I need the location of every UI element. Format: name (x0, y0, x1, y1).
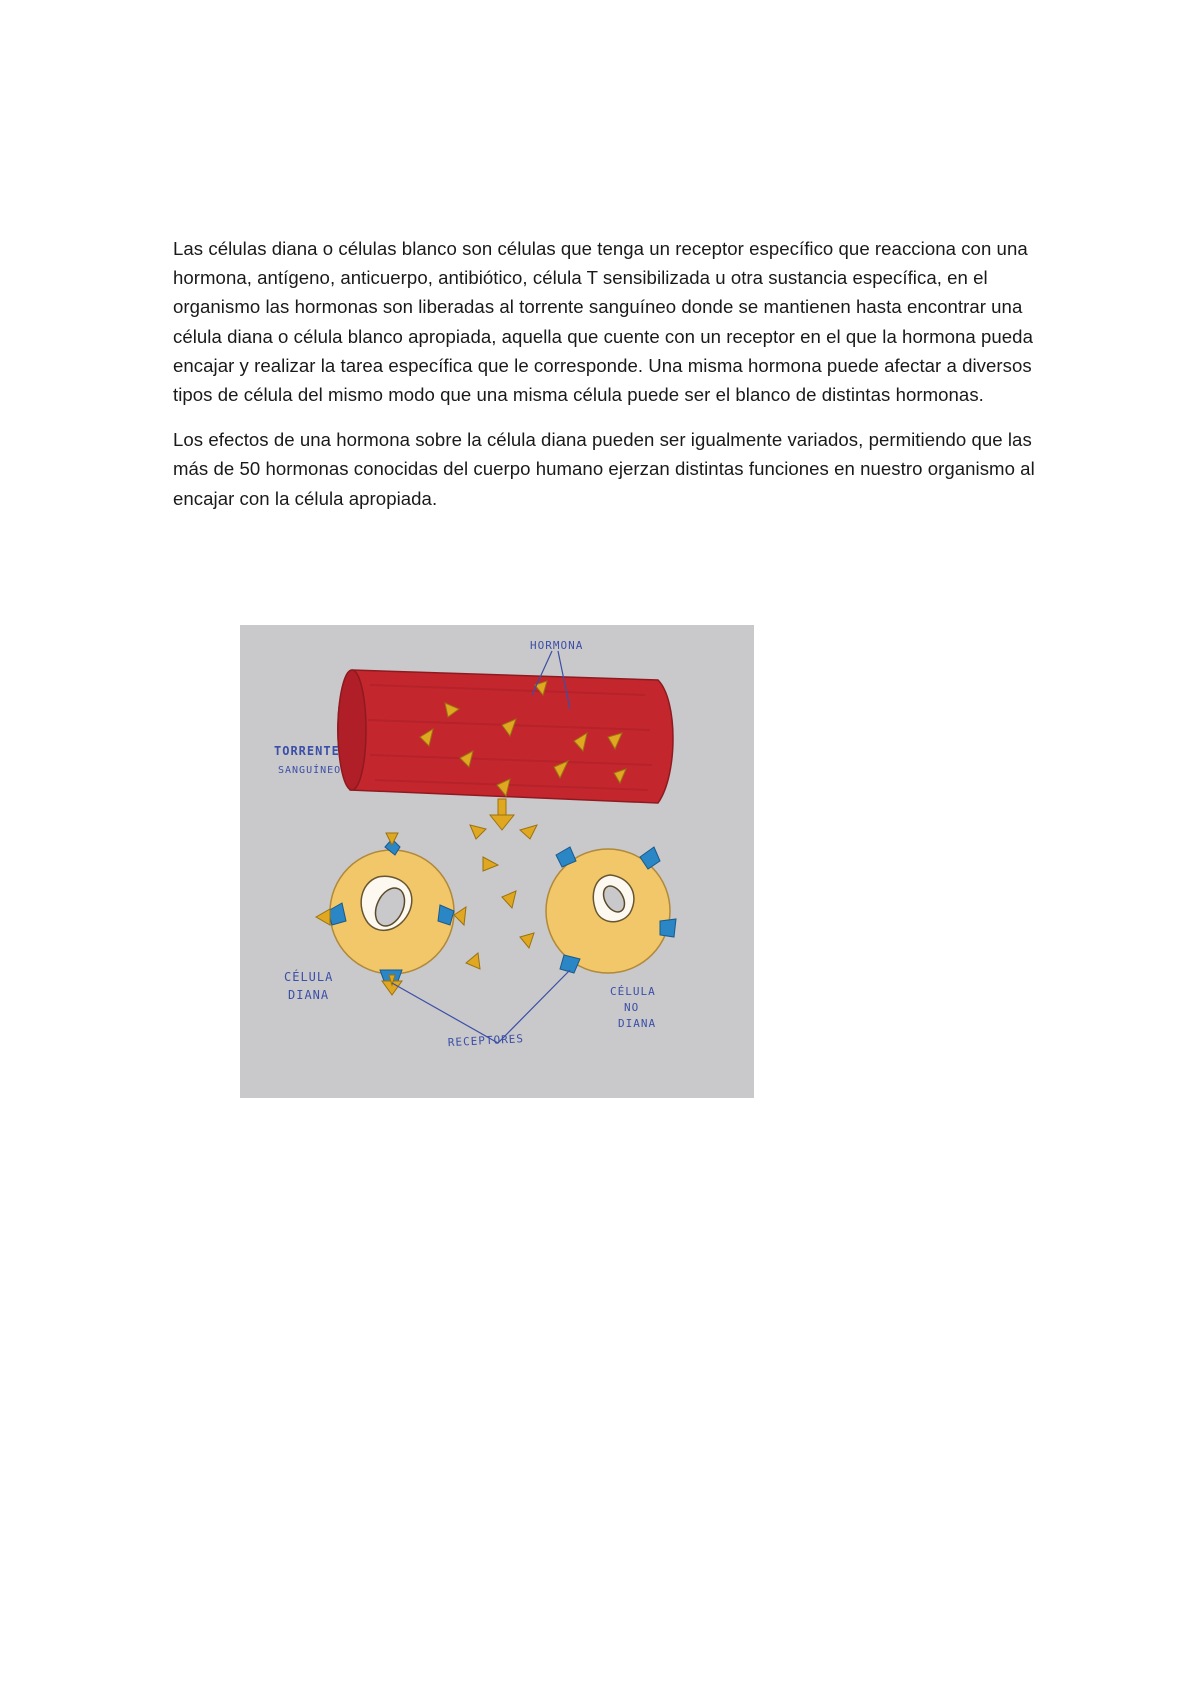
label-nontarget-cell-3: DIANA (618, 1017, 657, 1030)
label-nontarget-cell-2: NO (624, 1001, 640, 1014)
label-target-cell-1: CÉLULA (284, 970, 334, 984)
illustration-svg (240, 625, 754, 1098)
label-receptors: RECEPTORES (447, 1032, 525, 1050)
label-nontarget-cell-1: CÉLULA (610, 985, 656, 998)
paragraph-2: Los efectos de una hormona sobre la célula diana pueden ser igualmente variados, permitiendo que las más de 50 hormonas conocidas del cuerpo humano ejerzan distintas funciones en nuestro organismo al encajar con la célula apropiada. (173, 429, 1035, 509)
label-bloodstream-2: SANGUÍNEO (278, 765, 342, 776)
hormone-target-cell-illustration (240, 625, 754, 1098)
document-body (173, 234, 1053, 529)
label-bloodstream-1: TORRENTE (274, 744, 340, 758)
label-target-cell-2: DIANA (288, 988, 330, 1002)
paragraph-1: Las células diana o células blanco son células que tenga un receptor específico que reacciona con una hormona, antígeno, anticuerpo, antibiótico, célula T sensibilizada u otra sustancia específica, en el organismo las hormonas son liberadas al torrente sanguíneo donde se mantienen hasta encontrar una célula diana o célula blanco apropiada, aquella que cuente con un receptor en el que la hormona pueda encajar y realizar la tarea específica que le corresponde. Una misma hormona puede afectar a diversos tipos de célula del mismo modo que una misma célula puede ser el blanco de distintas hormonas. (173, 238, 1033, 406)
label-hormone: HORMONA (530, 639, 584, 652)
